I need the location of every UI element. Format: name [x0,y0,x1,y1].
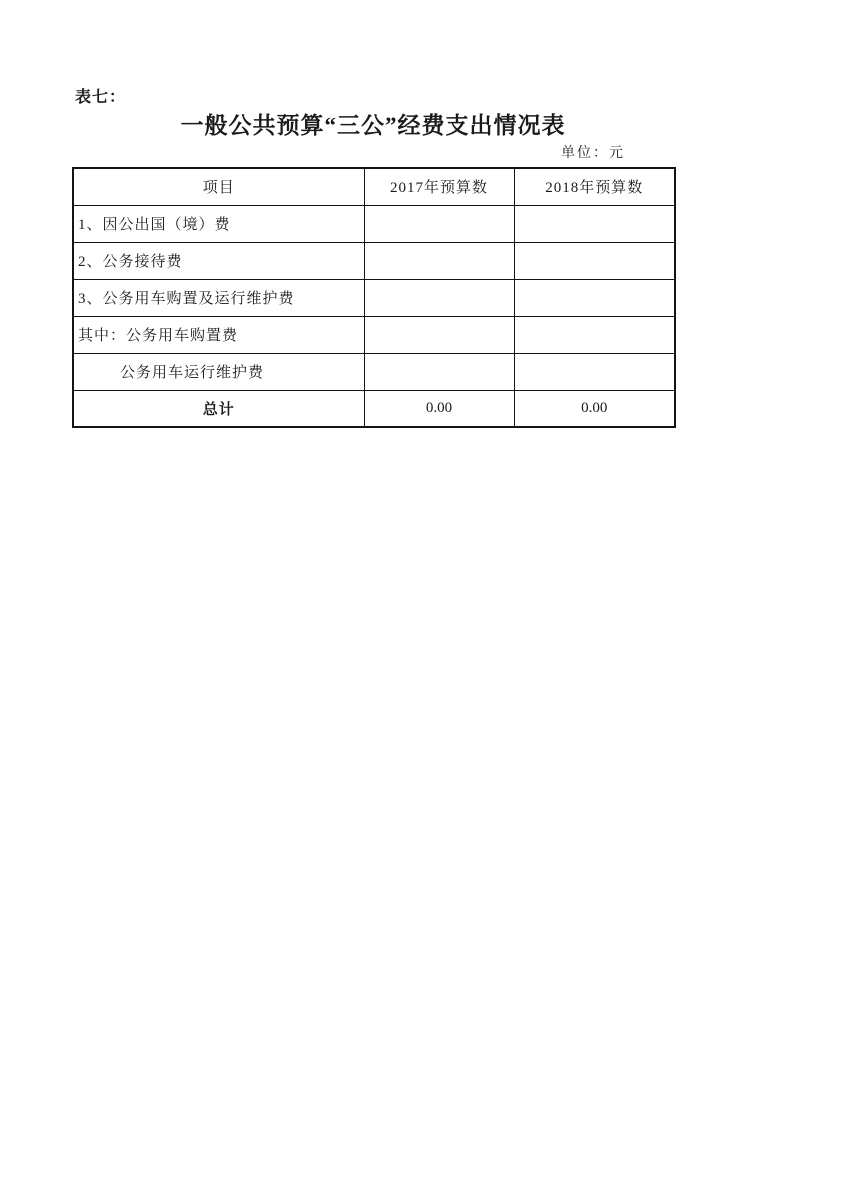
total-2018-value: 0.00 [514,390,675,427]
budget-table [72,167,676,428]
row-item-label: 3、公务用车购置及运行维护费 [73,279,364,316]
row-item-label: 其中：公务用车购置费 [73,316,364,353]
row-2018-value [514,316,675,353]
row-2017-value [364,242,514,279]
row-item-label: 1、因公出国（境）费 [73,205,364,242]
row-2017-value [364,279,514,316]
row-item-label: 公务用车运行维护费 [73,353,364,390]
row-item-label: 2、公务接待费 [73,242,364,279]
table-row-official-reception [73,242,675,279]
row-2017-value [364,353,514,390]
row-2018-value [514,279,675,316]
column-header-2018-budget: 2018年预算数 [514,168,675,205]
table-row-overseas-travel [73,205,675,242]
row-2018-value [514,205,675,242]
table-row-vehicle-maintenance [73,353,675,390]
total-label: 总计 [73,390,364,427]
unit-label: 单位：元 [561,146,625,161]
row-2018-value [514,353,675,390]
column-header-2017-budget: 2017年预算数 [364,168,514,205]
table-header-row [73,168,675,205]
page-title: 一般公共预算“三公”经费支出情况表 [180,113,566,138]
row-2018-value [514,242,675,279]
table-row-vehicle-purchase [73,316,675,353]
row-2017-value [364,205,514,242]
column-header-item: 项目 [73,168,364,205]
table-row-vehicle-purchase-and-maintenance [73,279,675,316]
table-row-total [73,390,675,427]
table-number-label: 表七： [75,89,127,106]
row-2017-value [364,316,514,353]
total-2017-value: 0.00 [364,390,514,427]
